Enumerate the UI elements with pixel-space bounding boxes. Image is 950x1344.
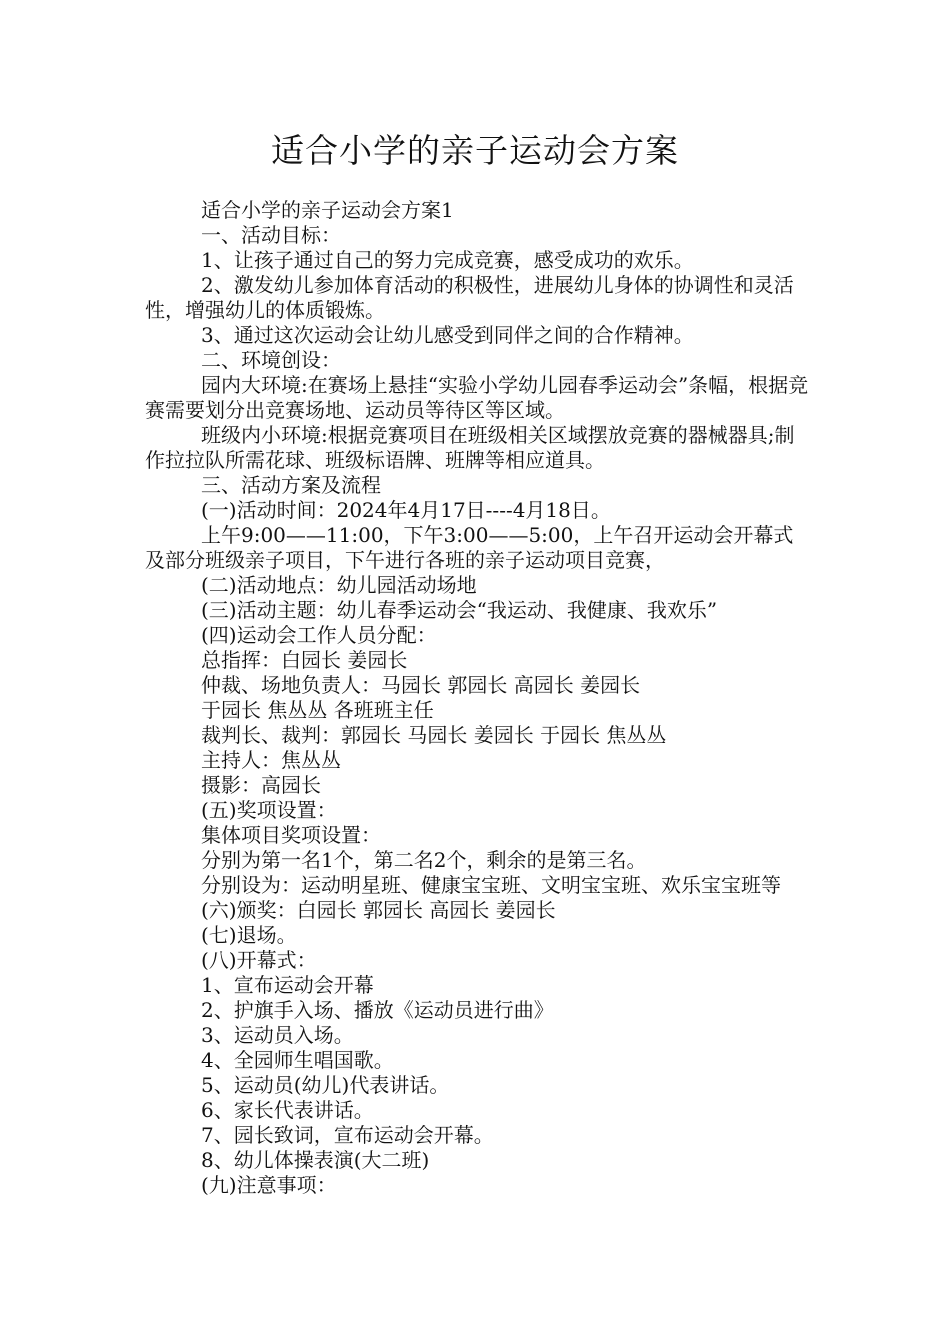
document-body xyxy=(145,198,810,1198)
paragraph: 4、全园师生唱国歌。 xyxy=(201,1048,394,1072)
paragraph: 5、运动员(幼儿)代表讲话。 xyxy=(201,1073,450,1097)
paragraph: (四)运动会工作人员分配： xyxy=(201,623,437,647)
paragraph: (九)注意事项： xyxy=(201,1173,337,1197)
paragraph: 总指挥：白园长 姜园长 xyxy=(201,648,408,672)
paragraph: 6、家长代表讲话。 xyxy=(201,1098,374,1122)
paragraph: 二、环境创设： xyxy=(201,348,341,372)
paragraph: 三、活动方案及流程 xyxy=(201,473,381,497)
paragraph: (六)颁奖：白园长 郭园长 高园长 姜园长 xyxy=(201,898,556,922)
paragraph: 1、让孩子通过自己的努力完成竞赛，感受成功的欢乐。 xyxy=(201,248,694,272)
paragraph: 3、通过这次运动会让幼儿感受到同伴之间的合作精神。 xyxy=(201,323,694,347)
paragraph: 8、幼儿体操表演(大二班) xyxy=(201,1148,430,1172)
paragraph: 适合小学的亲子运动会方案1 xyxy=(201,198,454,222)
paragraph: (三)活动主题：幼儿春季运动会“我运动、我健康、我欢乐” xyxy=(201,598,718,622)
paragraph: (七)退场。 xyxy=(201,923,297,947)
paragraph: 分别为第一名1个，第二名2个，剩余的是第三名。 xyxy=(201,848,647,872)
paragraph: (二)活动地点：幼儿园活动场地 xyxy=(201,573,477,597)
paragraph: 上午9:00——11:00，下午3:00——5:00，上午召开运动会开幕式及部分班级亲子项目，下午进行各班的亲子运动项目竞赛， xyxy=(145,523,794,572)
paragraph: 主持人：焦丛丛 xyxy=(201,748,341,772)
paragraph: 3、运动员入场。 xyxy=(201,1023,354,1047)
paragraph: 于园长 焦丛丛 各班班主任 xyxy=(201,698,434,722)
paragraph: (八)开幕式： xyxy=(201,948,317,972)
paragraph: 裁判长、裁判：郭园长 马园长 姜园长 于园长 焦丛丛 xyxy=(201,723,667,747)
paragraph: 2、护旗手入场、播放《运动员进行曲》 xyxy=(201,998,554,1022)
paragraph: 班级内小环境:根据竞赛项目在班级相关区域摆放竞赛的器械器具;制作拉拉队所需花球、班级标语牌、班牌等相应道具。 xyxy=(145,423,795,472)
paragraph: 1、宣布运动会开幕 xyxy=(201,973,374,997)
paragraph: 7、园长致词，宣布运动会开幕。 xyxy=(201,1123,494,1147)
paragraph: 2、激发幼儿参加体育活动的积极性，进展幼儿身体的协调性和灵活性，增强幼儿的体质锻炼。 xyxy=(145,273,794,322)
paragraph: 园内大环境:在赛场上悬挂“实验小学幼儿园春季运动会”条幅，根据竞赛需要划分出竞赛场地、运动员等待区等区域。 xyxy=(145,373,809,422)
paragraph: (一)活动时间：2024年4月17日----4月18日。 xyxy=(201,498,611,522)
paragraph: 摄影：高园长 xyxy=(201,773,321,797)
paragraph: (五)奖项设置： xyxy=(201,798,337,822)
paragraph: 仲裁、场地负责人：马园长 郭园长 高园长 姜园长 xyxy=(201,673,641,697)
document-title: 适合小学的亲子运动会方案 xyxy=(271,131,679,170)
paragraph: 集体项目奖项设置： xyxy=(201,823,381,847)
paragraph: 一、活动目标： xyxy=(201,223,341,247)
paragraph: 分别设为：运动明星班、健康宝宝班、文明宝宝班、欢乐宝宝班等 xyxy=(201,873,781,897)
